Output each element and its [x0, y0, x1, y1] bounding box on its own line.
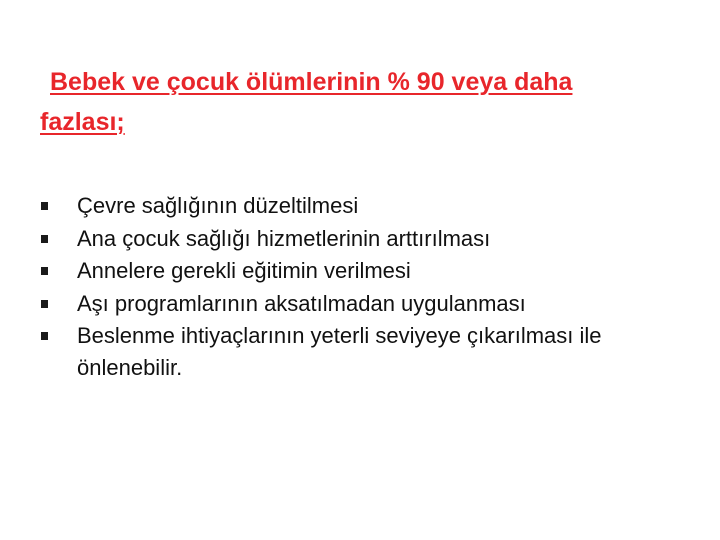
list-item	[0, 320, 720, 384]
square-bullet-icon	[41, 267, 48, 275]
bullet-text: Çevre sağlığının düzeltilmesi	[77, 193, 359, 218]
bullet-text: Annelere gerekli eğitimin verilmesi	[77, 258, 411, 283]
bullet-text: Ana çocuk sağlığı hizmetlerinin arttırılması	[77, 225, 491, 251]
square-bullet-icon	[41, 235, 48, 243]
list-item	[0, 255, 720, 287]
bullet-text: Beslenme ihtiyaçlarının yeterli seviyeye çıkarılması ile önlenebilir.	[77, 323, 602, 380]
bullet-text: Aşı programlarının aksatılmadan uygulanması	[77, 290, 526, 316]
slide-heading: Bebek ve çocuk ölümlerinin % 90 veya daha fazlası;	[40, 68, 573, 136]
bullet-list	[0, 190, 720, 385]
list-item	[0, 190, 720, 222]
square-bullet-icon	[41, 300, 48, 308]
list-item	[0, 288, 720, 320]
list-item	[0, 223, 720, 255]
square-bullet-icon	[41, 202, 48, 210]
square-bullet-icon	[41, 332, 48, 340]
